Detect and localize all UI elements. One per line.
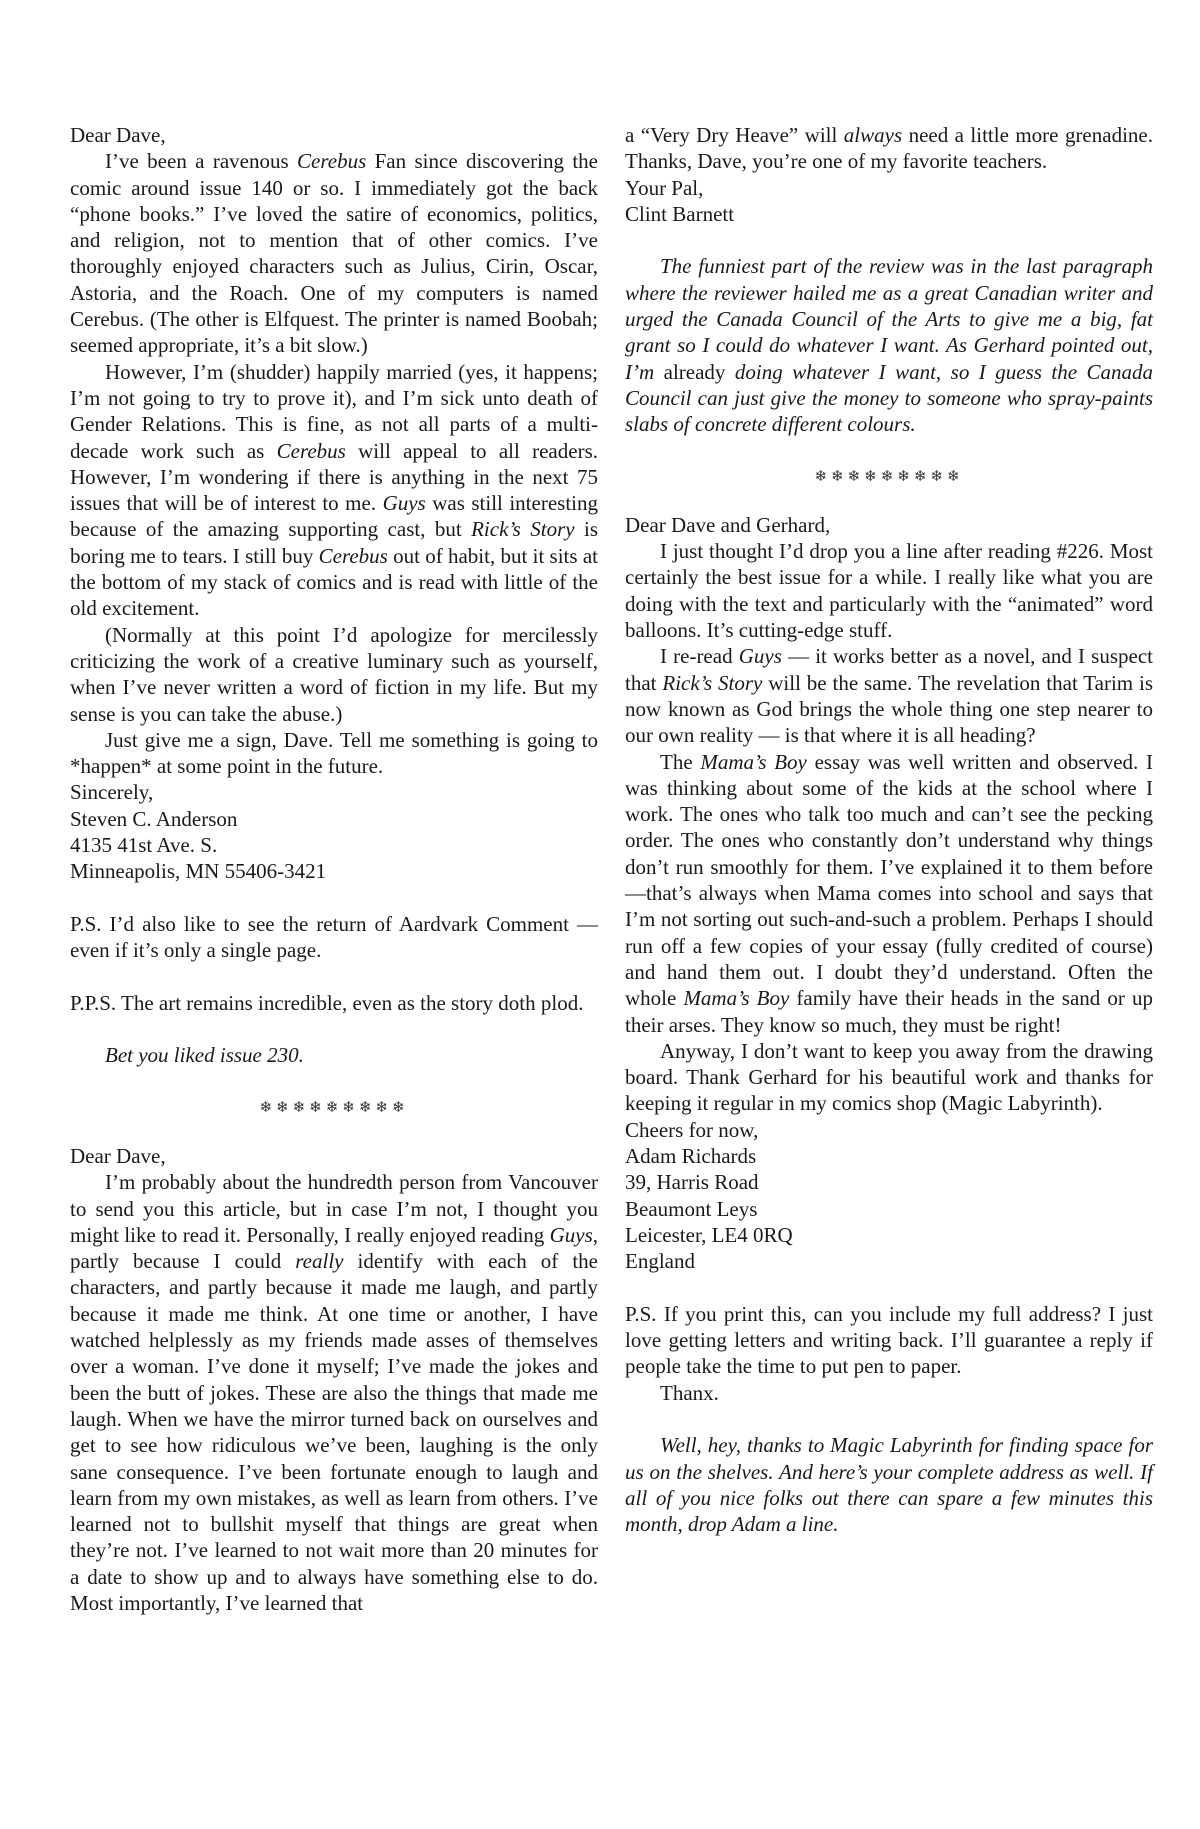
letter1-ps: P.S. I’d also like to see the return of Aardvark Comment — even if it’s only a single page. [70,911,598,963]
letter1-editor-reply: Bet you liked issue 230. [105,1043,304,1068]
letter2-paragraph-1: I’m probably about the hundredth person from Vancouver to send you this article, but in case I’m not, I thought you might like to read it. Personally, I really enjoyed reading Guys, partly because I could really identify with each of the characters, and partly because it made me laugh, and partly because it made me think. At one time or another, I have watched helplessly as my friends made asses of themselves over a woman. I’ve done it myself; I’ve made the jokes and been the butt of jokes. These are also the things that made me laugh. When we have the mirror turned back on ourselves and get to see how ridiculous we’ve been, laughing is the only sane consequence. I’ve been fortunate enough to laugh and learn from my own mistakes, as well as learn from others. I’ve learned not to bullshit myself that things are great when they’re not. I’ve learned to not wait more than 20 minutes for a date to show up and to always have something else to do. Most importantly, I’ve learned that [70,1170,598,1616]
section-divider-right: ❄❄❄❄❄❄❄❄❄ [814,468,964,485]
letter1-address-line-2: Minneapolis, MN 55406-3421 [70,859,327,884]
letter3-address-line-2: Beaumont Leys [625,1196,758,1221]
letter2-editor-reply: The funniest part of the review was in the last paragraph where the reviewer hailed me as a great Canadian writer and urged the Canada Council of the Arts to give me a big, fat grant so I could do whatever I want. As Gerhard pointed out, I’m already doing whatever I want, so I guess the Canada Council can just give the money to someone who spray-paints slabs of concrete different colours. [625,254,1154,437]
letter3-address-line-1: 39, Harris Road [625,1170,759,1195]
left-column [70,122,598,1616]
letter1-pps: P.P.S. The art remains incredible, even as the story doth plod. [70,990,584,1015]
letter1-paragraph-2: However, I’m (shudder) happily married (yes, it happens; I’m not going to try to prove it), and I’m sick unto death of Gender Relations. This is fine, as not all parts of a multi-decade work such as Cerebus will appeal to all readers. However, I’m wondering if there is anything in the next 75 issues that will be of interest to me. Guys was still interesting because of the amazing supporting cast, but Rick’s Story is boring me to tears. I still buy Cerebus out of habit, but it sits at the bottom of my stack of comics and is read with little of the old excitement. [70,359,598,621]
letter3-address-line-4: England [625,1249,695,1274]
letter1-signature-name: Steven C. Anderson [70,806,238,831]
letter2-paragraph-1-continued: a “Very Dry Heave” will always need a little more grenadine. Thanks, Dave, you’re one of my favorite teachers. [625,123,1153,174]
letter3-salutation: Dear Dave and Gerhard, [625,512,831,537]
letter3-signature-name: Adam Richards [625,1143,757,1168]
letter3-paragraph-4: Anyway, I don’t want to keep you away from the drawing board. Thank Gerhard for his beautiful work and thanks for keeping it regular in my comics shop (Magic Labyrinth). [625,1038,1153,1116]
letter3-paragraph-1: I just thought I’d drop you a line after reading #226. Most certainly the best issue for a while. I really like what you are doing with the text and particularly with the “animated” word balloons. It’s cutting-edge stuff. [625,539,1153,643]
letter2-salutation: Dear Dave, [70,1143,166,1168]
letter2-closing: Your Pal, [625,175,704,200]
letter3-paragraph-3: The Mama’s Boy essay was well written and observed. I was thinking about some of the kids at the school where I work. The ones who talk too much and can’t see the pecking order. The ones who constantly don’t understand why things don’t run smoothly for them. I’ve explained it to them before —that’s always when Mama comes into school and says that I’m not sorting out such-and-such a problem. Perhaps I should run off a few copies of your essay (fully credited of course) and hand them out. I doubt they’d understand. Often the whole Mama’s Boy family have their heads in the sand or up their arses. They know so much, they must be right! [625,749,1154,1037]
letter3-closing: Cheers for now, [625,1117,759,1142]
letter1-paragraph-3: (Normally at this point I’d apologize for mercilessly criticizing the work of a creative luminary such as yourself, when I’ve never written a word of fiction in my life. But my sense is you can take the abuse.) [70,622,598,726]
letter3-address-line-3: Leicester, LE4 0RQ [625,1222,793,1247]
letter1-closing: Sincerely, [70,780,154,805]
letter1-address-line-1: 4135 41st Ave. S. [70,833,218,858]
letter1-paragraph-1: I’ve been a ravenous Cerebus Fan since discovering the comic around issue 140 or so. I immediately got the back “phone books.” I’ve loved the satire of economics, politics, and religion, not to mention that of other comics. I’ve thoroughly enjoyed characters such as Julius, Cirin, Oscar, Astoria, and the Roach. One of my computers is named Cerebus. (The other is Elfquest. The printer is named Boobah; seemed appropriate, it’s a bit slow.) [70,149,599,358]
letter2-signature-name: Clint Barnett [625,201,735,226]
letter1-salutation: Dear Dave, [70,123,166,147]
letter1-paragraph-4: Just give me a sign, Dave. Tell me something is going to *happen* at some point in the future. [70,727,598,779]
right-column [625,122,1153,1537]
letter3-thanx: Thanx. [660,1380,719,1405]
letter3-ps: P.S. If you print this, can you include my full address? I just love getting letters and writing back. I’ll guarantee a reply if people take the time to put pen to paper. [625,1301,1153,1379]
section-divider-left: ❄❄❄❄❄❄❄❄❄ [259,1099,409,1116]
letter3-editor-reply: Well, hey, thanks to Magic Labyrinth for finding space for us on the shelves. And here’s your complete address as well. If all of you nice folks out there can spare a few minutes this month, drop Adam a line. [625,1433,1153,1537]
letter3-paragraph-2: I re-read Guys — it works better as a novel, and I suspect that Rick’s Story will be the same. The revelation that Tarim is now known as God brings the whole thing one step nearer to our own reality — is that where it is all heading? [625,644,1154,748]
